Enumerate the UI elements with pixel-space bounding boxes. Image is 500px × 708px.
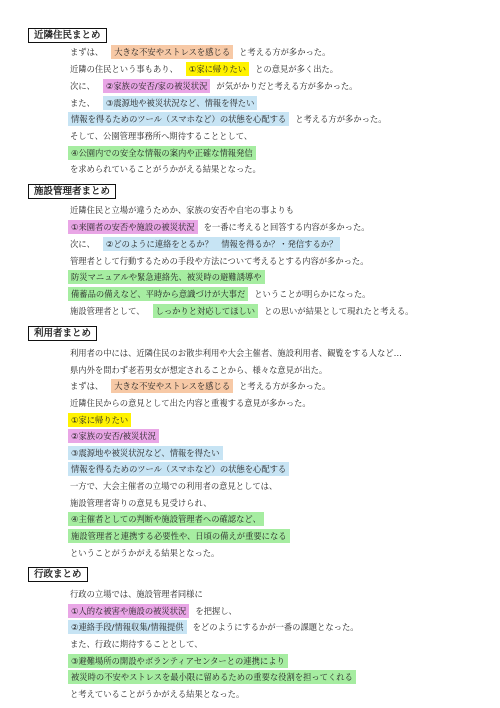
text-segment: 県内外を問わず老若男女が想定されることから、様々な意見が出た。 bbox=[70, 365, 328, 375]
text-segment: 一方で、大会主催者の立場での利用者の意見としては、 bbox=[70, 481, 278, 491]
text-line bbox=[68, 654, 288, 668]
highlighted-phrase: 備蓄品の備えなど、平時から意識づけが大事だ bbox=[68, 287, 248, 301]
text-line bbox=[68, 479, 279, 493]
text-segment: ということがうかがえる結果となった。 bbox=[70, 548, 220, 558]
section-title: 近隣住民まとめ bbox=[28, 28, 107, 43]
section-title: 行政まとめ bbox=[28, 567, 88, 582]
text-segment: そして、公園管理事務所へ期待することとして、 bbox=[70, 131, 253, 141]
text-line bbox=[68, 79, 359, 93]
text-line bbox=[68, 687, 246, 701]
text-line bbox=[68, 62, 340, 76]
text-line bbox=[68, 129, 254, 143]
highlighted-phrase: ④主催者としての判断や施設管理者への確認など、 bbox=[68, 512, 264, 526]
highlighted-phrase: ③震源地や被災状況など、情報を得たい bbox=[103, 96, 258, 110]
text-line bbox=[68, 270, 265, 284]
text-line bbox=[68, 512, 264, 526]
highlighted-phrase: 情報を得るためのツール（スマホなど）の状態を心配する bbox=[68, 112, 289, 126]
highlighted-phrase: ①人的な被害や施設の被災状況 bbox=[68, 604, 189, 618]
text-segment: まずは、 bbox=[70, 381, 104, 391]
text-line bbox=[68, 462, 289, 476]
text-segment: と考えていることがうかがえる結果となった。 bbox=[70, 689, 245, 699]
text-line bbox=[68, 379, 332, 393]
text-line bbox=[68, 220, 372, 234]
text-segment: ということが明らかになった。 bbox=[254, 289, 371, 299]
text-line bbox=[68, 96, 257, 110]
text-segment: 施設管理者として、 bbox=[70, 306, 145, 316]
text-segment: 行政の立場では、施設管理者同様に bbox=[70, 589, 203, 599]
text-segment: と考える方が多かった。 bbox=[295, 114, 387, 124]
text-line bbox=[68, 587, 205, 601]
text-line bbox=[68, 112, 389, 126]
text-segment: との思いが結果として現れたと考える。 bbox=[264, 306, 414, 316]
highlighted-phrase: ②家族の安否/被災状況 bbox=[68, 429, 159, 443]
text-line bbox=[68, 237, 340, 251]
text-segment: 次に、 bbox=[70, 239, 95, 249]
section-title: 施設管理者まとめ bbox=[28, 184, 116, 199]
text-line bbox=[68, 396, 313, 410]
text-segment: を一番に考えると回答する内容が多かった。 bbox=[203, 222, 370, 232]
highlighted-phrase: ②連絡手段/情報収集/情報提供 bbox=[68, 620, 187, 634]
text-segment: 管理者として行動するための手段や方法について考えるとする内容が多かった。 bbox=[70, 256, 369, 266]
text-line bbox=[68, 304, 415, 318]
text-line bbox=[68, 287, 372, 301]
text-segment: と考える方が多かった。 bbox=[239, 381, 331, 391]
text-segment: と考える方が多かった。 bbox=[239, 47, 331, 57]
text-segment: 利用者の中には、近隣住民のお散歩利用や大会主催者、施設利用者、観覧をする人など… bbox=[70, 348, 402, 358]
section-title: 利用者まとめ bbox=[28, 326, 97, 341]
text-line bbox=[68, 203, 296, 217]
text-line bbox=[68, 45, 332, 59]
text-segment: を求められていることがうかがえる結果となった。 bbox=[70, 164, 261, 174]
text-line bbox=[68, 446, 223, 460]
text-line bbox=[68, 620, 361, 634]
text-line bbox=[68, 254, 371, 268]
text-line bbox=[68, 670, 356, 684]
highlighted-phrase: ②どのように連絡をとるか？ 情報を得るか？・発信するか？ bbox=[103, 237, 340, 251]
highlighted-phrase: 防災マニュアルや緊急連絡先、被災時の避難誘導や bbox=[68, 270, 265, 284]
text-segment: をどのようにするかが一番の課題となった。 bbox=[192, 622, 359, 632]
highlighted-phrase: ②家族の安否/家の被災状況 bbox=[103, 79, 211, 93]
text-line bbox=[68, 604, 239, 618]
highlighted-phrase: 大きな不安やストレスを感じる bbox=[111, 379, 233, 393]
highlighted-phrase: ④公園内での安全な情報の案内や正確な情報発信 bbox=[68, 146, 256, 160]
text-segment: 施設管理者寄りの意見も見受けられ、 bbox=[70, 498, 212, 508]
highlighted-phrase: ①家に帰りたい bbox=[68, 413, 131, 427]
text-line bbox=[68, 637, 205, 651]
highlighted-phrase: 大きな不安やストレスを感じる bbox=[111, 45, 233, 59]
text-line bbox=[68, 162, 263, 176]
highlighted-phrase: 情報を得るためのツール（スマホなど）の状態を心配する bbox=[68, 462, 289, 476]
highlighted-phrase: ①家に帰りたい bbox=[186, 62, 249, 76]
highlighted-phrase: しっかりと対応してほしい bbox=[153, 304, 259, 318]
text-segment: 近隣住民と立場が違うためか、家族の安否や自宅の事よりも bbox=[70, 205, 295, 215]
highlighted-phrase: 施設管理者と連携する必要性や、日頃の備えが重要になる bbox=[68, 529, 290, 543]
text-segment: 次に、 bbox=[70, 81, 95, 91]
text-segment: また、行政に期待することとして、 bbox=[70, 639, 203, 649]
text-segment: また、 bbox=[70, 98, 95, 108]
highlighted-phrase: ③避難場所の開設やボランティアセンターとの連携により bbox=[68, 654, 288, 668]
text-line bbox=[68, 529, 290, 543]
text-segment: が気がかりだと考える方が多かった。 bbox=[216, 81, 358, 91]
highlighted-phrase: ①来園者の安否や施設の被災状況 bbox=[68, 220, 198, 234]
text-line bbox=[68, 363, 329, 377]
text-line bbox=[68, 496, 214, 510]
text-line bbox=[68, 546, 221, 560]
text-segment: 近隣の住民という事もあり、 bbox=[70, 64, 178, 74]
text-line bbox=[68, 429, 159, 443]
text-segment: を把握し、 bbox=[195, 606, 237, 616]
highlighted-phrase: 被災時の不安やストレスを最小限に留めるための重要な役割を担ってくれる bbox=[68, 670, 356, 684]
highlighted-phrase: ③震源地や被災状況など、情報を得たい bbox=[68, 446, 223, 460]
text-line bbox=[68, 413, 131, 427]
text-segment: 近隣住民からの意見として出た内容と重複する意見が多かった。 bbox=[70, 398, 311, 408]
text-line bbox=[68, 146, 256, 160]
text-segment: との意見が多く出た。 bbox=[255, 64, 339, 74]
text-line bbox=[68, 346, 404, 360]
text-segment: まずは、 bbox=[70, 47, 104, 57]
